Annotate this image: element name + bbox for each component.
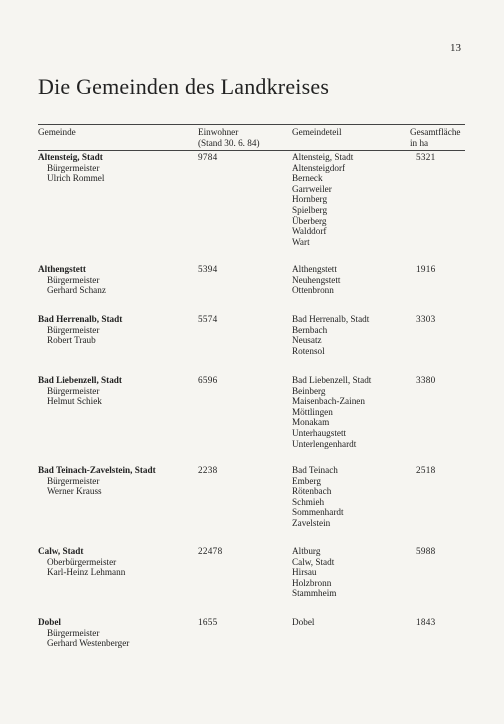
header-gemeindeteil: Gemeindeteil bbox=[292, 127, 342, 137]
gemeindeteil-item: Spielberg bbox=[292, 204, 328, 215]
gemeindeteil-item: Hornberg bbox=[292, 194, 328, 205]
gemeindeteil-list bbox=[292, 375, 371, 449]
gemeindeteil-item: Ottenbronn bbox=[292, 285, 334, 296]
office-title: Bürgermeister bbox=[47, 627, 100, 638]
gemeindeteil-item: Bad Liebenzell, Stadt bbox=[292, 375, 372, 385]
gemeindeteil-item: Bad Herrenalb, Stadt bbox=[292, 314, 370, 324]
gemeindeteil-item: Berneck bbox=[292, 173, 323, 184]
einwohner-value: 2238 bbox=[198, 465, 218, 475]
gemeindeteil-item: Rotensol bbox=[292, 345, 325, 356]
gemeindeteil-item: Unterlengenhardt bbox=[292, 438, 357, 449]
gemeindeteil-item: Zavelstein bbox=[292, 517, 331, 528]
einwohner-value: 1655 bbox=[198, 617, 218, 627]
gemeinde-cell bbox=[38, 375, 122, 407]
table-header bbox=[38, 124, 465, 151]
header-flaeche-line1: Gesamtfläche bbox=[410, 127, 461, 137]
header-flaeche bbox=[410, 127, 461, 148]
gemeinde-cell bbox=[38, 264, 106, 296]
gemeinde-name: Calw, Stadt bbox=[38, 546, 84, 556]
gemeindeteil-item: Schmieh bbox=[292, 496, 325, 507]
mayor-name: Gerhard Westenberger bbox=[47, 638, 130, 649]
gemeindeteil-list bbox=[292, 546, 336, 599]
gemeinde-cell bbox=[38, 617, 129, 649]
gemeinde-cell bbox=[38, 546, 125, 578]
office-title: Bürgermeister bbox=[47, 274, 100, 285]
mayor-name: Ulrich Rommel bbox=[47, 173, 105, 184]
mayor-name: Karl-Heinz Lehmann bbox=[47, 567, 126, 578]
gemeinde-cell bbox=[38, 152, 104, 184]
einwohner-value: 9784 bbox=[198, 152, 218, 162]
gemeindeteil-item: Sommenhardt bbox=[292, 507, 344, 518]
gemeindeteil-item: Walddorf bbox=[292, 226, 327, 237]
einwohner-value: 22478 bbox=[198, 546, 223, 556]
flaeche-value: 5988 bbox=[416, 546, 436, 556]
gemeindeteil-list bbox=[292, 152, 353, 247]
office-title: Bürgermeister bbox=[47, 324, 100, 335]
gemeindeteil-item: Maisenbach-Zainen bbox=[292, 396, 365, 407]
flaeche-value: 1916 bbox=[416, 264, 436, 274]
gemeindeteil-item: Bernbach bbox=[292, 324, 328, 335]
gemeindeteil-item: Calw, Stadt bbox=[292, 556, 335, 567]
header-gemeinde: Gemeinde bbox=[38, 127, 76, 137]
gemeindeteil-item: Möttlingen bbox=[292, 406, 333, 417]
flaeche-value: 3380 bbox=[416, 375, 436, 385]
gemeindeteil-item: Stammheim bbox=[292, 588, 337, 599]
gemeindeteil-item: Unterhaugstett bbox=[292, 427, 347, 438]
gemeinde-name: Dobel bbox=[38, 617, 61, 627]
gemeinde-cell bbox=[38, 314, 122, 346]
mayor-name: Gerhard Schanz bbox=[47, 285, 106, 296]
flaeche-value: 2518 bbox=[416, 465, 436, 475]
mayor-name: Robert Traub bbox=[47, 335, 96, 346]
header-einwohner bbox=[198, 127, 260, 148]
flaeche-value: 1843 bbox=[416, 617, 436, 627]
gemeinde-name: Althengstett bbox=[38, 264, 86, 274]
gemeindeteil-item: Dobel bbox=[292, 617, 315, 627]
mayor-name: Werner Krauss bbox=[47, 486, 102, 497]
flaeche-value: 5321 bbox=[416, 152, 436, 162]
office-title: Bürgermeister bbox=[47, 162, 100, 173]
gemeindeteil-item: Wart bbox=[292, 236, 310, 247]
gemeindeteil-item: Holzbronn bbox=[292, 577, 332, 588]
einwohner-value: 6596 bbox=[198, 375, 218, 385]
gemeinde-name: Bad Herrenalb, Stadt bbox=[38, 314, 123, 324]
einwohner-value: 5574 bbox=[198, 314, 218, 324]
gemeindeteil-item: Monakam bbox=[292, 417, 330, 428]
gemeinde-name: Altensteig, Stadt bbox=[38, 152, 103, 162]
gemeindeteil-item: Althengstett bbox=[292, 264, 337, 274]
gemeindeteil-item: Emberg bbox=[292, 475, 321, 486]
flaeche-value: 3303 bbox=[416, 314, 436, 324]
gemeindeteil-item: Altensteig, Stadt bbox=[292, 152, 354, 162]
office-title: Bürgermeister bbox=[47, 385, 100, 396]
office-title: Bürgermeister bbox=[47, 475, 100, 486]
page-title: Die Gemeinden des Landkreises bbox=[38, 74, 330, 99]
header-einwohner-line1: Einwohner bbox=[198, 127, 239, 137]
gemeindeteil-item: Hirsau bbox=[292, 567, 317, 578]
gemeindeteil-item: Altensteigdorf bbox=[292, 162, 346, 173]
gemeindeteil-list bbox=[292, 264, 340, 296]
gemeinde-name: Bad Teinach-Zavelstein, Stadt bbox=[38, 465, 156, 475]
gemeindeteil-item: Neuhengstett bbox=[292, 274, 341, 285]
gemeinde-name: Bad Liebenzell, Stadt bbox=[38, 375, 122, 385]
gemeindeteil-list bbox=[292, 465, 344, 529]
mayor-name: Helmut Schiek bbox=[47, 396, 102, 407]
gemeindeteil-list bbox=[292, 617, 314, 628]
page-number: 13 bbox=[450, 42, 461, 54]
gemeinde-cell bbox=[38, 465, 156, 497]
header-einwohner-line2: (Stand 30. 6. 84) bbox=[198, 137, 260, 148]
gemeindeteil-item: Garrweiler bbox=[292, 183, 332, 194]
einwohner-value: 5394 bbox=[198, 264, 218, 274]
header-flaeche-line2: in ha bbox=[410, 137, 429, 148]
gemeindeteil-item: Altburg bbox=[292, 546, 321, 556]
gemeindeteil-list bbox=[292, 314, 369, 356]
office-title: Oberbürgermeister bbox=[47, 556, 117, 567]
gemeindeteil-item: Überberg bbox=[292, 215, 327, 226]
gemeindeteil-item: Bad Teinach bbox=[292, 465, 338, 475]
gemeindeteil-item: Beinberg bbox=[292, 385, 326, 396]
gemeindeteil-item: Rötenbach bbox=[292, 486, 332, 497]
gemeindeteil-item: Neusatz bbox=[292, 335, 322, 346]
